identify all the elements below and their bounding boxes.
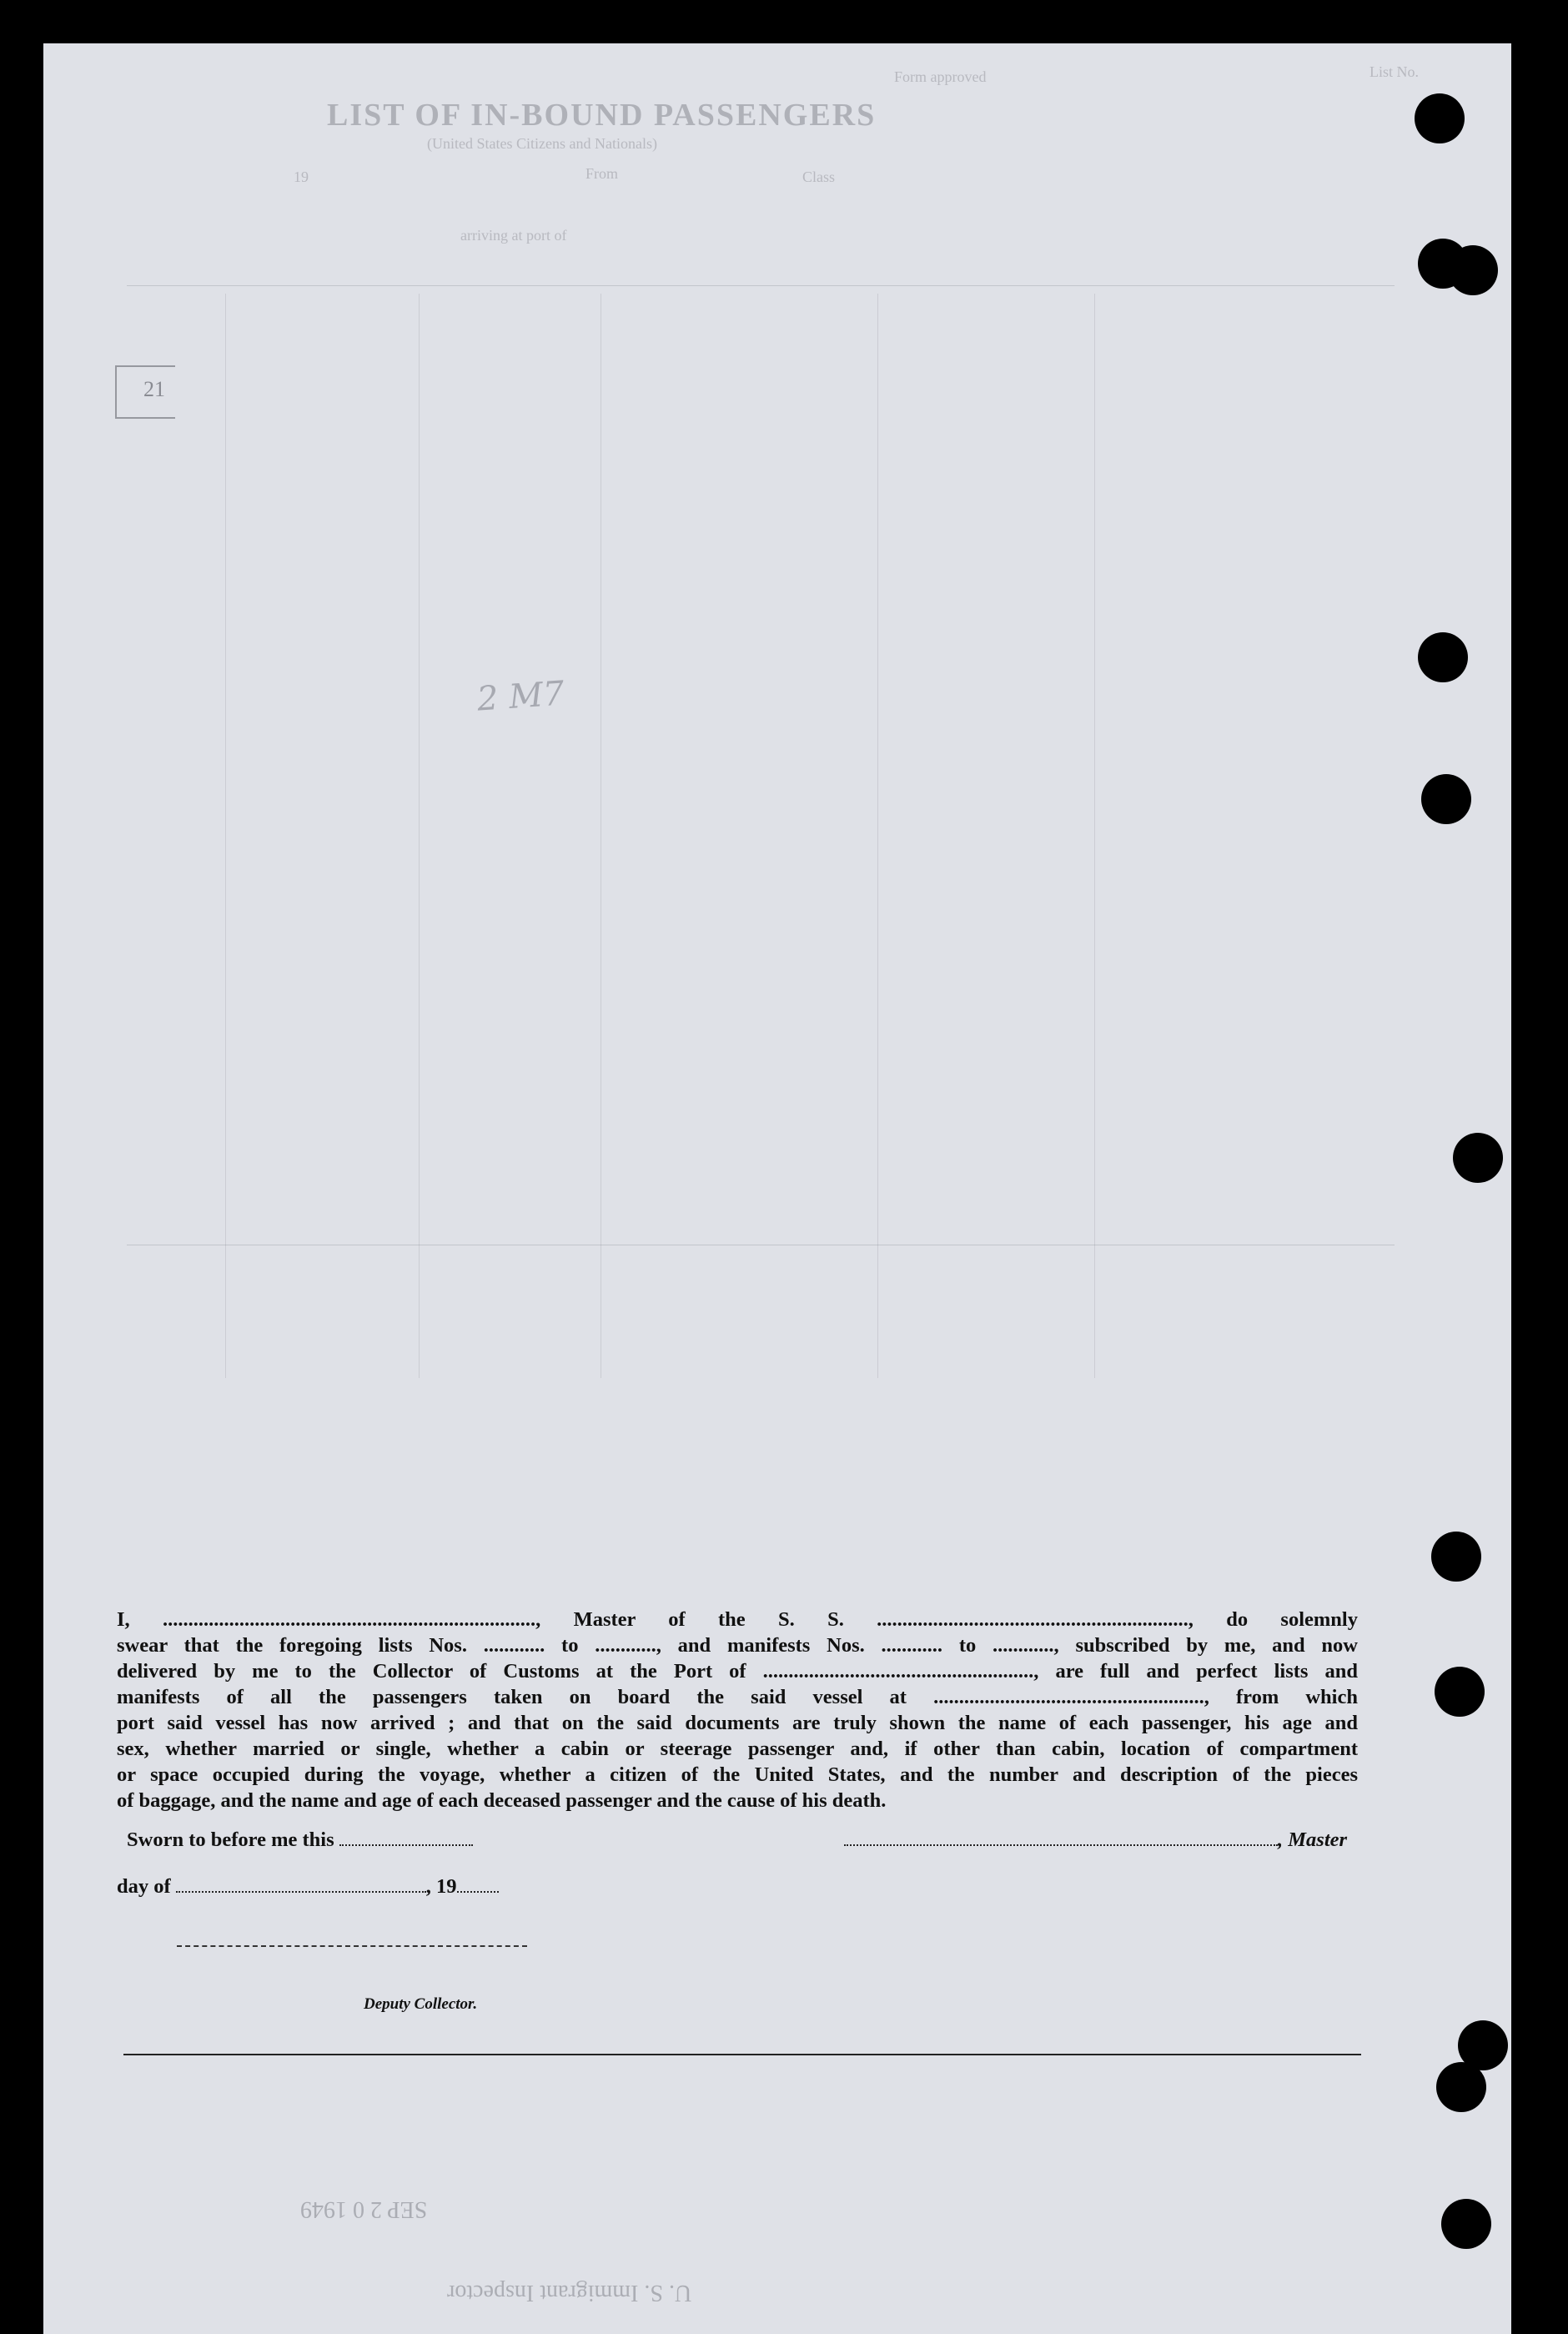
ghost-column-rule [1094,294,1095,1378]
ghost-from-label: From [585,165,619,182]
punch-hole [1431,1532,1481,1582]
sworn-label: Sworn to before me this [127,1828,334,1851]
day-of-month-field[interactable] [176,1876,426,1893]
master-label: , Master [1278,1828,1348,1851]
master-signature-block [844,1828,1347,1852]
pencil-annotation: 2 M7 [475,674,566,719]
bottom-rule [123,2054,1361,2055]
punch-hole [1418,632,1468,682]
ghost-column-rule [225,294,226,1378]
punch-hole [1421,774,1471,824]
punch-hole [1453,1133,1503,1183]
punch-hole [1448,245,1498,295]
ghost-column-rule [419,294,420,1378]
punch-hole [1436,2062,1486,2112]
oath-line: port said vessel has now arrived ; and that on the said documents are truly shown the name of each passenger, his age and [117,1712,1358,1734]
stamp-number: 21 [143,377,165,401]
ghost-form-approval: Form approved [894,68,987,85]
oath-line: of baggage, and the name and age of each deceased passenger and the cause of his death. [117,1789,887,1812]
ghost-form-subtitle: (United States Citizens and Nationals) [427,135,657,152]
manifest-page [43,43,1511,2334]
punch-hole [1415,93,1465,143]
punch-hole [1441,2199,1491,2249]
year-field[interactable] [457,1876,499,1893]
ghost-column-rule [877,294,878,1378]
deputy-signature-line[interactable] [177,1945,527,1947]
day-of-block [117,1875,499,1899]
oath-line: delivered by me to the Collector of Customs at the Port of ....................................................., are full and perfect lists and [117,1660,1358,1683]
sworn-block [127,1828,473,1852]
oath-line: sex, whether married or single, whether a cabin or steerage passenger and, if other than cabin, location of compartment [117,1738,1358,1760]
day-of-label: day of [117,1875,171,1898]
ghost-year-prefix: 19 [294,169,309,185]
ghost-header-rule [127,285,1395,286]
master-signature-field[interactable] [844,1829,1278,1846]
oath-line: or space occupied during the voyage, whether a citizen of the United States, and the number and description of the pieces [117,1763,1358,1786]
ghost-form-title: LIST OF IN-BOUND PASSENGERS [327,98,877,133]
inspector-stamp: U. S. Immigrant Inspector [447,2280,692,2306]
sworn-date-field[interactable] [339,1829,473,1846]
date-stamp: SEP 2 0 1949 [300,2196,428,2222]
oath-line: manifests of all the passengers taken on board the said vessel at ....................................................., from which [117,1686,1358,1708]
ghost-list-no-label: List No. [1369,63,1420,80]
oath-line: swear that the foregoing lists Nos. ............ to ............, and manifests Nos. ............ to ............, subscribed by me, and now [117,1634,1358,1657]
punch-hole [1435,1667,1485,1717]
oath-paragraph [117,1607,1358,1813]
ghost-class-label: Class [802,169,836,185]
ghost-arriving-label: arriving at port of [460,227,567,244]
oath-line: I, ........................................................................., Master of the S. S. ............................................................., do solemnly [117,1608,1358,1631]
year-prefix: , 19 [425,1875,457,1898]
deputy-collector-label: Deputy Collector. [364,1995,478,2013]
